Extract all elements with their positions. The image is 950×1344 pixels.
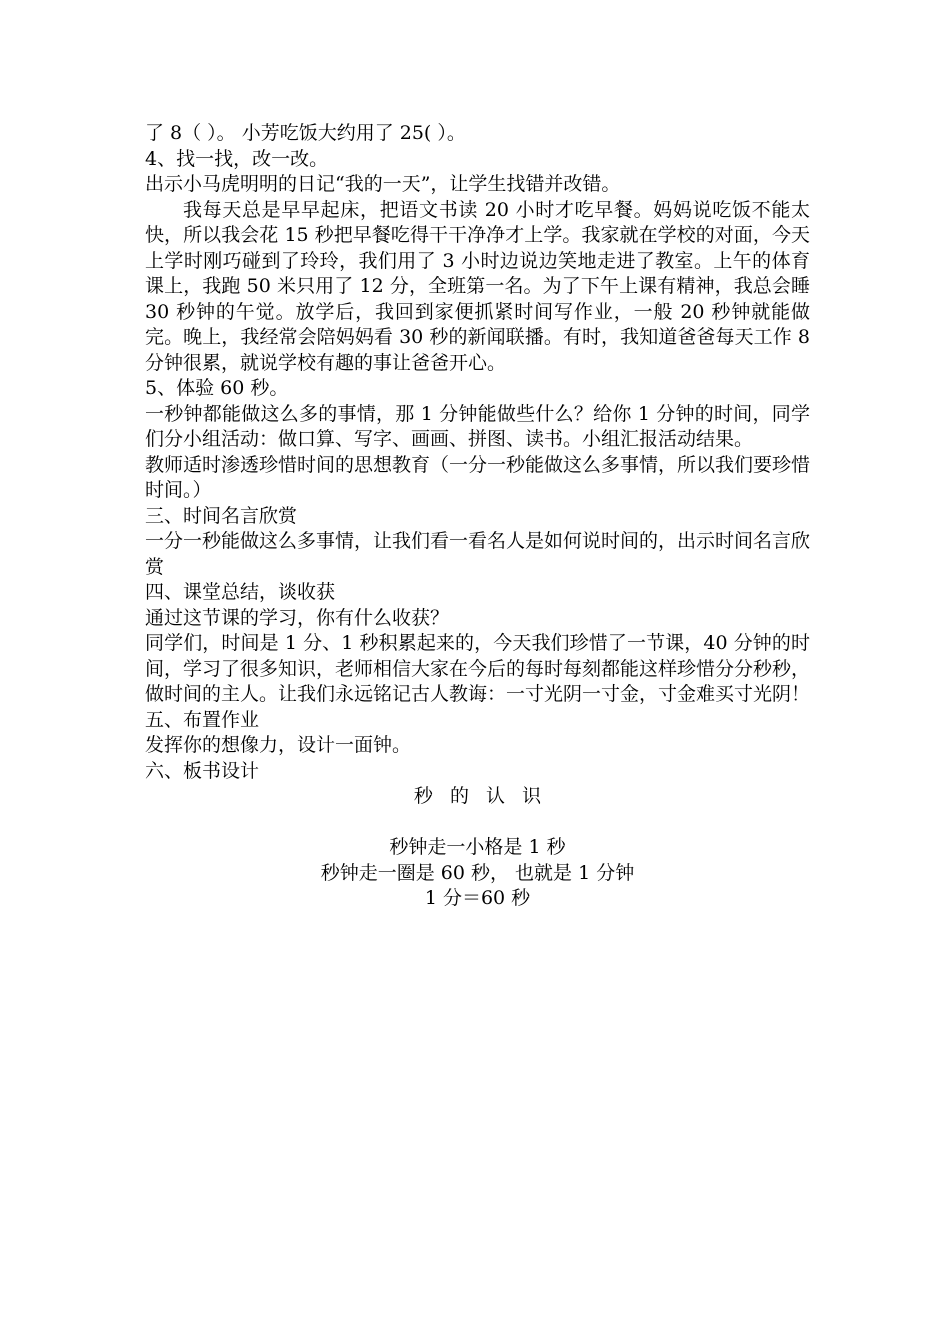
sixty-seconds-paragraph: 一秒钟都能做这么多的事情，那 1 分钟能做些什么？给你 1 分钟的时间，同学们分小组活动：做口算、写字、画画、拼图、读书。小组汇报活动结果。 (145, 402, 810, 450)
section-heading-board: 六、板书设计 (145, 759, 260, 782)
section-heading-find-fix: 4、找一找，改一改。 (145, 147, 329, 170)
document-page (145, 121, 810, 912)
homework-text: 发挥你的想像力，设计一面钟。 (145, 734, 412, 756)
board-line-2: 秒钟走一圈是 60 秒， 也就是 1 分钟 (320, 861, 635, 884)
board-title: 秒的认识 (413, 785, 559, 807)
time-education-paragraph: 教师适时渗透珍惜时间的思想教育（一分一秒能做这么多事情，所以我们要珍惜时间。） (145, 453, 811, 501)
find-fix-intro: 出示小马虎明明的日记“我的一天”，让学生找错并改错。 (145, 173, 621, 195)
diary-paragraph: 我每天总是早早起床，把语文书读 20 小时才吃早餐。妈妈说吃饭不能太快，所以我会花 15 秒把早餐吃得干干净净才上学。我家就在学校的对面，今天上学时刚巧碰到了玲玲，我们用了 3 小时边说边笑地走进了教室。上午的体育课上，我跑 50 米只用了 12 分，全班第一名。为了下午上课有精神，我总会睡 30 秒钟的午觉。放学后，我回到家便抓紧时间写作业，一般 20 秒钟就能做完。晚上，我经常会陪妈妈看 30 秒的新闻联播。有时，我知道爸爸每天工作 8 分钟很累，就说学校有趣的事让爸爸开心。 (145, 198, 810, 374)
section-heading-60-seconds: 5、体验 60 秒。 (145, 377, 289, 399)
board-line-3: 1 分＝60 秒 (424, 887, 531, 909)
section-heading-homework: 五、布置作业 (145, 708, 260, 731)
section-heading-quotes: 三、时间名言欣赏 (145, 504, 298, 527)
section-heading-summary: 四、课堂总结，谈收获 (145, 581, 336, 603)
quotes-paragraph: 一分一秒能做这么多事情，让我们看一看名人是如何说时间的，出示时间名言欣赏 (145, 530, 811, 578)
board-line-1: 秒钟走一小格是 1 秒 (389, 836, 566, 858)
board-design (145, 784, 810, 912)
summary-paragraph: 同学们，时间是 1 分、1 秒积累起来的，今天我们珍惜了一节课，40 分钟的时间，学习了很多知识，老师相信大家在今后的每时每刻都能这样珍惜分分秒秒，做时间的主人。让我们永远铭记古人教诲：一寸光阴一寸金，寸金难买寸光阴！ (145, 632, 811, 705)
fill-blank-line: 了 8（ ）。 小芳吃饭大约用了 25( ）。 (145, 122, 466, 144)
summary-question: 通过这节课的学习，你有什么收获？ (145, 606, 450, 629)
